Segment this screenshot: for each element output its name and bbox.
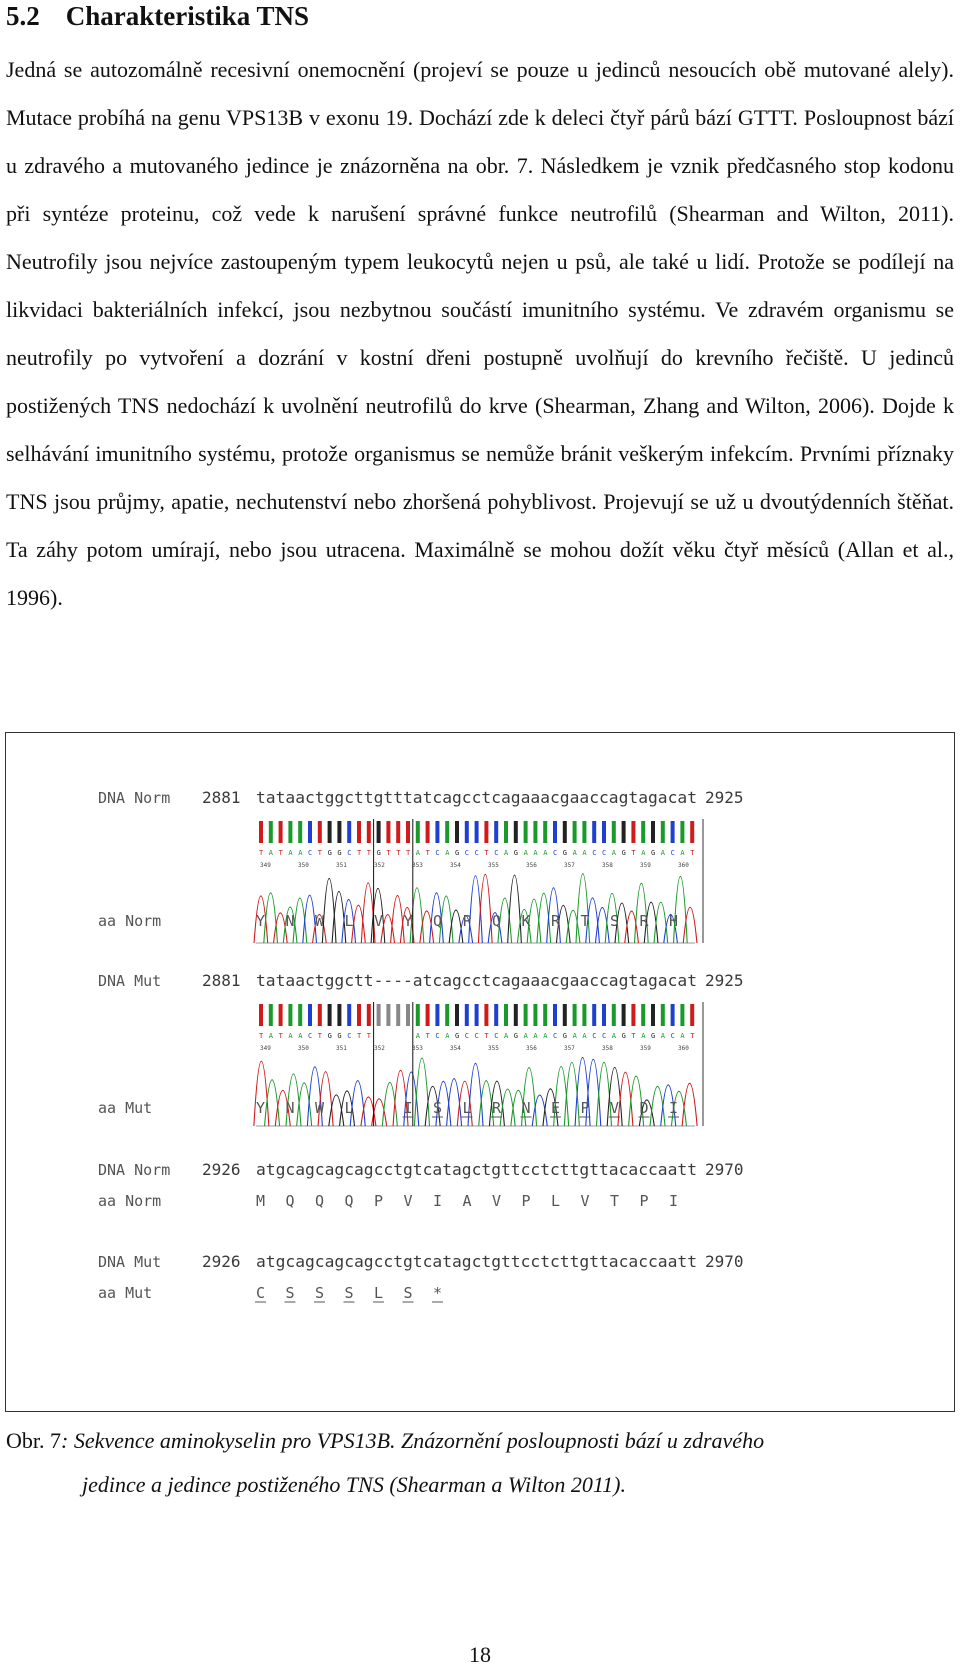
- mut-chromatogram-basecall-bar: [465, 1004, 469, 1026]
- norm-chromatogram-basecall-letter: A: [641, 849, 646, 857]
- norm-chromatogram-peak: [654, 902, 668, 943]
- mut-chromatogram-basecall-letter: A: [268, 1032, 274, 1040]
- norm-chromatogram-basecall-letter: A: [288, 849, 293, 857]
- mut-chromatogram-basecall-bar: [426, 1004, 430, 1026]
- amino-acid: I: [669, 1099, 679, 1117]
- mut-chromatogram-basecall-letter: C: [474, 1032, 479, 1040]
- norm-chromatogram-basecall-bar: [582, 821, 586, 843]
- mut-chromatogram-basecall-bar: [484, 1004, 488, 1026]
- mut-chromatogram-basecall-letter: C: [670, 1032, 675, 1040]
- norm-chromatogram-basecall-letter: A: [582, 849, 587, 857]
- mut-chromatogram-position-tick: 360: [678, 1045, 689, 1052]
- amino-acid: Q: [315, 1192, 325, 1210]
- mut-chromatogram-basecall-bar: [631, 1004, 635, 1026]
- mut-chromatogram-basecall-bar: [357, 1004, 361, 1026]
- mut-chromatogram-basecall-letter: A: [543, 1032, 548, 1040]
- amino-acid: Q: [492, 912, 502, 930]
- amino-acid: V: [403, 1192, 413, 1210]
- amino-acid: V: [610, 1099, 620, 1117]
- mut-chromatogram-basecall-bar: [377, 1004, 381, 1026]
- sequence-end-position: 2925: [705, 788, 744, 807]
- norm-chromatogram-basecall-letter: A: [572, 849, 577, 857]
- sequence-figure: [5, 732, 955, 1412]
- amino-acid: P: [639, 1192, 649, 1210]
- sequence-start-position: 2881: [202, 971, 241, 990]
- mut-chromatogram-basecall-bar: [573, 1004, 577, 1026]
- norm-chromatogram-basecall-letter: G: [337, 849, 342, 857]
- amino-acid: R: [551, 912, 561, 930]
- mut-chromatogram-basecall-letter: A: [660, 1032, 666, 1040]
- norm-chromatogram-basecall-bar: [367, 821, 371, 843]
- mut-chromatogram-basecall-letter: T: [317, 1032, 323, 1040]
- dna-sequence: tataactggcttgtttatcagcctcagaaacgaaccagtagacat: [256, 788, 697, 807]
- norm-chromatogram-peak: [508, 875, 522, 943]
- row-label: aa Norm: [98, 912, 162, 930]
- norm-chromatogram-basecall-letter: A: [523, 849, 528, 857]
- norm-chromatogram-basecall-letter: C: [474, 849, 479, 857]
- sequence-end-position: 2970: [705, 1160, 744, 1179]
- mut-chromatogram-position-tick: 356: [526, 1045, 537, 1052]
- mut-chromatogram-basecall-letter: C: [464, 1032, 470, 1040]
- amino-acid: I: [433, 1192, 443, 1210]
- mut-chromatogram-basecall-letter: C: [347, 1032, 352, 1040]
- norm-chromatogram-basecall-bar: [651, 821, 655, 843]
- norm-chromatogram-basecall-bar: [337, 821, 341, 843]
- norm-chromatogram-basecall-letter: C: [347, 849, 352, 857]
- mut-chromatogram-basecall-letter: A: [611, 1032, 617, 1040]
- row-label: DNA Mut: [98, 972, 162, 990]
- mut-chromatogram-basecall-bar: [494, 1004, 498, 1026]
- norm-chromatogram-basecall-bar: [622, 821, 626, 843]
- mut-chromatogram-basecall-bar: [622, 1004, 626, 1026]
- norm-chromatogram-basecall-letter: A: [415, 849, 421, 857]
- mut-chromatogram-basecall-letter: T: [278, 1032, 283, 1040]
- mut-chromatogram-peak: [414, 1058, 429, 1126]
- amino-acid: W: [315, 1099, 325, 1117]
- norm-chromatogram-basecall-letter: T: [631, 849, 636, 857]
- norm-chromatogram-basecall-bar: [357, 821, 361, 843]
- norm-chromatogram-basecall-letter: C: [553, 849, 558, 857]
- mut-chromatogram-basecall-letter: C: [435, 1032, 440, 1040]
- mut-chromatogram-basecall-letter: G: [455, 1032, 460, 1040]
- mut-chromatogram-basecall-bar: [455, 1004, 459, 1026]
- figure-caption: [6, 1419, 906, 1507]
- norm-chromatogram-basecall-letter: C: [308, 849, 313, 857]
- amino-acid: Q: [344, 1192, 354, 1210]
- mut-chromatogram-basecall-bar: [279, 1004, 283, 1026]
- mut-chromatogram-basecall-bar: [514, 1004, 518, 1026]
- amino-acid: N: [521, 1099, 531, 1117]
- mut-chromatogram-position-tick: 358: [602, 1045, 613, 1052]
- norm-chromatogram-basecall-bar: [602, 821, 606, 843]
- amino-acid: S: [344, 1284, 354, 1302]
- norm-chromatogram-basecall-bar: [592, 821, 596, 843]
- norm-chromatogram-basecall-bar: [435, 821, 439, 843]
- mut-chromatogram-basecall-bar: [563, 1004, 567, 1026]
- amino-acid: S: [285, 1284, 295, 1302]
- amino-acid: Q: [433, 912, 443, 930]
- page-number: 18: [469, 1642, 491, 1667]
- mut-chromatogram-basecall-bar: [602, 1004, 606, 1026]
- norm-chromatogram-position-tick: 357: [564, 862, 575, 869]
- norm-chromatogram-position-tick: 359: [640, 862, 651, 869]
- norm-chromatogram-basecall-bar: [386, 821, 390, 843]
- amino-acid: Y: [403, 912, 413, 930]
- row-label: DNA Norm: [98, 1161, 171, 1179]
- norm-chromatogram-position-tick: 350: [298, 862, 309, 869]
- amino-acid: C: [256, 1284, 266, 1302]
- mut-chromatogram-basecall-letter: A: [445, 1032, 450, 1040]
- mut-chromatogram-basecall-letter: T: [484, 1032, 489, 1040]
- mut-chromatogram-basecall-bar: [680, 1004, 684, 1026]
- mut-chromatogram-basecall-bar: [690, 1004, 694, 1026]
- mut-chromatogram-basecall-bar: [396, 1004, 400, 1026]
- norm-chromatogram-basecall-letter: T: [396, 849, 401, 857]
- row-label: aa Mut: [98, 1099, 153, 1117]
- mut-chromatogram-position-tick: 352: [374, 1045, 385, 1052]
- mut-chromatogram-basecall-letter: G: [651, 1032, 656, 1040]
- amino-acid: P: [374, 1192, 384, 1210]
- norm-chromatogram-peak: [391, 896, 405, 943]
- norm-chromatogram-basecall-letter: T: [366, 849, 372, 857]
- amino-acid: L: [462, 1099, 472, 1117]
- mut-chromatogram-basecall-bar: [288, 1004, 292, 1026]
- dna-sequence: tataactggctt----atcagcctcagaaacgaaccagtagacat: [256, 971, 697, 990]
- norm-chromatogram-basecall-bar: [573, 821, 577, 843]
- body-paragraph: Jedná se autozomálně recesivní onemocnění (projeví se pouze u jedinců nesoucích obě mutované alely). Mutace probíhá na genu VPS13B v exonu 19. Dochází zde k deleci čtyř párů bází GTTT. Posloupnost bází u zdravého a mutovaného jedince je znázorněna na obr. 7. Následkem je vznik předčasného stop kodonu při syntéze proteinu, což vede k narušení správné funkce neutrofilů (Shearman and Wilton, 2011). Neutrofily jsou nejvíce zastoupeným typem leukocytů nejen u psů, ale také u lidí. Protože se podílejí na likvidaci bakteriálních infekcí, jsou nezbytnou součástí imunitního systému. Ve zdravém organismu se neutrofily po vytvoření a dozrání v kostní dřeni postupně uvolňují do krevního řečiště. U jedinců postižených TNS nedochází k uvolnění neutrofilů do krve (Shearman, Zhang and Wilton, 2006). Dojde k selhávání imunitního systému, protože organismus se nemůže bránit veškerým infekcím. Prvními příznaky TNS jsou průjmy, apatie, nechutenství nebo zhoršená pohyblivost. Projevují se už u dvoutýdenních štěňat. Ta záhy potom umírají, nebo jsou utracena. Maximálně se mohou dožít věku čtyř měsíců (Allan et al., 1996).: [6, 57, 954, 610]
- mut-chromatogram-basecall-letter: G: [621, 1032, 626, 1040]
- norm-chromatogram-basecall-bar: [631, 821, 635, 843]
- norm-chromatogram-basecall-letter: A: [445, 849, 450, 857]
- dna-sequence: atgcagcagcagcctgtcatagctgttcctcttgttacaccaatt: [256, 1252, 697, 1271]
- norm-chromatogram-basecall-bar: [347, 821, 351, 843]
- mut-chromatogram-basecall-bar: [592, 1004, 596, 1026]
- mut-chromatogram-basecall-bar: [504, 1004, 508, 1026]
- mut-chromatogram-basecall-letter: A: [504, 1032, 509, 1040]
- norm-chromatogram-basecall-bar: [612, 821, 616, 843]
- mut-chromatogram-basecall-letter: T: [357, 1032, 362, 1040]
- mut-chromatogram-position-tick: 353: [412, 1045, 423, 1052]
- norm-chromatogram-basecall-bar: [690, 821, 694, 843]
- mut-chromatogram-position-tick: 355: [488, 1045, 499, 1052]
- amino-acid: W: [315, 912, 325, 930]
- norm-chromatogram-basecall-bar: [318, 821, 322, 843]
- amino-acid: T: [610, 1192, 620, 1210]
- norm-chromatogram-basecall-letter: T: [278, 849, 283, 857]
- norm-chromatogram-position-tick: 349: [260, 862, 271, 869]
- amino-acid: S: [403, 1284, 413, 1302]
- mut-chromatogram-basecall-letter: C: [602, 1032, 607, 1040]
- mut-chromatogram-basecall-bar: [298, 1004, 302, 1026]
- norm-chromatogram-basecall-bar: [465, 821, 469, 843]
- norm-chromatogram-basecall-bar: [514, 821, 518, 843]
- norm-chromatogram-basecall-bar: [426, 821, 430, 843]
- norm-chromatogram-basecall-bar: [484, 821, 488, 843]
- row-label: aa Mut: [98, 1284, 153, 1302]
- mut-chromatogram-basecall-bar: [435, 1004, 439, 1026]
- norm-chromatogram-basecall-letter: C: [435, 849, 440, 857]
- mut-chromatogram-basecall-bar: [543, 1004, 547, 1026]
- amino-acid: R: [492, 1099, 502, 1117]
- amino-acid: Y: [256, 1099, 266, 1117]
- norm-chromatogram-basecall-bar: [377, 821, 381, 843]
- norm-chromatogram-basecall-bar: [671, 821, 675, 843]
- norm-chromatogram-basecall-letter: C: [602, 849, 607, 857]
- norm-chromatogram-basecall-bar: [406, 821, 410, 843]
- norm-chromatogram-basecall-letter: C: [670, 849, 675, 857]
- mut-chromatogram-basecall-bar: [661, 1004, 665, 1026]
- row-label: DNA Norm: [98, 789, 171, 807]
- mut-chromatogram-basecall-letter: C: [553, 1032, 558, 1040]
- mut-chromatogram-basecall-letter: T: [690, 1032, 695, 1040]
- norm-chromatogram-basecall-bar: [445, 821, 449, 843]
- mut-chromatogram-basecall-bar: [475, 1004, 479, 1026]
- sequence-start-position: 2881: [202, 788, 241, 807]
- mut-chromatogram-basecall-bar: [671, 1004, 675, 1026]
- amino-acid: T: [580, 912, 590, 930]
- mut-chromatogram-basecall-bar: [328, 1004, 332, 1026]
- norm-chromatogram-basecall-letter: C: [494, 849, 499, 857]
- mut-chromatogram-basecall-letter: A: [415, 1032, 421, 1040]
- norm-chromatogram-basecall-letter: G: [513, 849, 519, 857]
- amino-acid: Q: [285, 1192, 295, 1210]
- chromatogram-figure: [6, 733, 954, 1411]
- mut-chromatogram-basecall-bar: [445, 1004, 449, 1026]
- mut-chromatogram-basecall-letter: A: [572, 1032, 577, 1040]
- norm-chromatogram-basecall-bar: [288, 821, 292, 843]
- norm-chromatogram-peak: [449, 910, 463, 943]
- norm-chromatogram-basecall-bar: [533, 821, 537, 843]
- mut-chromatogram-peak: [265, 1080, 280, 1126]
- mut-chromatogram-basecall-bar: [259, 1004, 263, 1026]
- norm-chromatogram-position-tick: 358: [602, 862, 613, 869]
- norm-chromatogram-basecall-letter: G: [376, 849, 381, 857]
- mut-chromatogram-position-tick: 354: [450, 1045, 461, 1052]
- amino-acid: A: [462, 1192, 472, 1210]
- norm-chromatogram-basecall-letter: A: [533, 849, 538, 857]
- norm-chromatogram-basecall-letter: C: [464, 849, 470, 857]
- norm-chromatogram-basecall-letter: A: [268, 849, 274, 857]
- mut-chromatogram-basecall-bar: [651, 1004, 655, 1026]
- norm-chromatogram-basecall-bar: [553, 821, 557, 843]
- norm-chromatogram-peak: [576, 874, 590, 943]
- norm-chromatogram-basecall-letter: T: [259, 849, 264, 857]
- section-heading: [6, 0, 309, 32]
- mut-chromatogram-peak: [682, 1083, 697, 1126]
- norm-chromatogram-basecall-bar: [269, 821, 273, 843]
- mut-chromatogram-basecall-bar: [269, 1004, 273, 1026]
- norm-chromatogram-basecall-bar: [475, 821, 479, 843]
- amino-acid: P: [521, 1192, 531, 1210]
- mut-chromatogram-basecall-letter: C: [592, 1032, 597, 1040]
- norm-chromatogram-basecall-letter: G: [455, 849, 460, 857]
- norm-chromatogram-basecall-letter: G: [621, 849, 626, 857]
- mut-chromatogram-basecall-bar: [524, 1004, 528, 1026]
- amino-acid: V: [492, 1192, 502, 1210]
- mut-chromatogram-basecall-letter: C: [308, 1032, 313, 1040]
- amino-acid: R: [639, 912, 649, 930]
- amino-acid: D: [639, 1099, 649, 1117]
- norm-chromatogram-basecall-bar: [563, 821, 567, 843]
- norm-chromatogram-basecall-letter: A: [660, 849, 666, 857]
- norm-chromatogram-basecall-letter: A: [298, 849, 303, 857]
- norm-chromatogram-peak: [478, 874, 492, 943]
- mut-chromatogram-position-tick: 351: [336, 1045, 347, 1052]
- section-number: 5.2: [6, 1, 40, 31]
- row-label: DNA Mut: [98, 1253, 162, 1271]
- norm-chromatogram-basecall-letter: T: [690, 849, 695, 857]
- amino-acid: L: [344, 1099, 354, 1117]
- norm-chromatogram-basecall-letter: T: [386, 849, 391, 857]
- norm-chromatogram-basecall-bar: [680, 821, 684, 843]
- mut-chromatogram-basecall-letter: A: [533, 1032, 538, 1040]
- mut-chromatogram-basecall-letter: A: [641, 1032, 646, 1040]
- norm-chromatogram-basecall-bar: [524, 821, 528, 843]
- sequence-end-position: 2925: [705, 971, 744, 990]
- mut-chromatogram-basecall-bar: [386, 1004, 390, 1026]
- norm-chromatogram-peak: [322, 878, 336, 943]
- amino-acid: S: [315, 1284, 325, 1302]
- norm-chromatogram-basecall-bar: [298, 821, 302, 843]
- row-label: aa Norm: [98, 1192, 162, 1210]
- dna-sequence: atgcagcagcagcctgtcatagctgttcctcttgttacaccaatt: [256, 1160, 697, 1179]
- mut-chromatogram-basecall-letter: A: [288, 1032, 293, 1040]
- norm-chromatogram-basecall-bar: [455, 821, 459, 843]
- norm-chromatogram-basecall-letter: T: [406, 849, 411, 857]
- amino-acid: N: [285, 912, 295, 930]
- mut-chromatogram-basecall-letter: T: [259, 1032, 264, 1040]
- amino-acid: P: [580, 1099, 590, 1117]
- caption-line-1: : Sekvence aminokyselin pro VPS13B. Znázornění posloupnosti bází u zdravého: [61, 1428, 765, 1453]
- mut-chromatogram-basecall-letter: G: [562, 1032, 568, 1040]
- amino-acid: S: [433, 1099, 443, 1117]
- amino-acid: *: [433, 1284, 443, 1302]
- mut-chromatogram-basecall-letter: A: [582, 1032, 587, 1040]
- mut-chromatogram-basecall-bar: [641, 1004, 645, 1026]
- norm-chromatogram-peak: [264, 893, 278, 943]
- norm-chromatogram-basecall-bar: [279, 821, 283, 843]
- norm-chromatogram-basecall-bar: [661, 821, 665, 843]
- amino-acid: E: [551, 1099, 561, 1117]
- norm-chromatogram-basecall-bar: [308, 821, 312, 843]
- amino-acid: L: [374, 1284, 384, 1302]
- norm-chromatogram-basecall-letter: G: [327, 849, 332, 857]
- mut-chromatogram-basecall-letter: T: [366, 1032, 372, 1040]
- amino-acid: V: [374, 912, 384, 930]
- amino-acid: I: [669, 1192, 679, 1210]
- mut-chromatogram-basecall-letter: G: [513, 1032, 519, 1040]
- norm-chromatogram-basecall-letter: C: [592, 849, 597, 857]
- caption-label: Obr. 7: [6, 1428, 61, 1453]
- amino-acid: Y: [256, 912, 266, 930]
- norm-chromatogram-basecall-letter: A: [543, 849, 548, 857]
- mut-chromatogram-position-tick: 349: [260, 1045, 271, 1052]
- amino-acid: P: [462, 912, 472, 930]
- norm-chromatogram-basecall-letter: T: [317, 849, 323, 857]
- norm-chromatogram-basecall-letter: A: [611, 849, 617, 857]
- norm-chromatogram-basecall-letter: T: [425, 849, 430, 857]
- mut-chromatogram-basecall-letter: A: [680, 1032, 685, 1040]
- mut-chromatogram-basecall-letter: A: [523, 1032, 528, 1040]
- section-title: Charakteristika TNS: [65, 1, 310, 31]
- amino-acid: S: [610, 912, 620, 930]
- mut-chromatogram-basecall-bar: [318, 1004, 322, 1026]
- norm-chromatogram-position-tick: 356: [526, 862, 537, 869]
- mut-chromatogram-position-tick: 350: [298, 1045, 309, 1052]
- mut-chromatogram-basecall-bar: [612, 1004, 616, 1026]
- amino-acid: K: [521, 912, 531, 930]
- mut-chromatogram-basecall-letter: T: [425, 1032, 430, 1040]
- amino-acid: L: [344, 912, 354, 930]
- norm-chromatogram-basecall-letter: A: [680, 849, 685, 857]
- norm-chromatogram-basecall-bar: [396, 821, 400, 843]
- mut-chromatogram-basecall-letter: G: [337, 1032, 342, 1040]
- norm-chromatogram-basecall-letter: T: [357, 849, 362, 857]
- norm-chromatogram-basecall-letter: G: [562, 849, 568, 857]
- mut-chromatogram-basecall-bar: [416, 1004, 420, 1026]
- norm-chromatogram-basecall-letter: A: [504, 849, 509, 857]
- mut-chromatogram-basecall-bar: [406, 1004, 410, 1026]
- mut-chromatogram-basecall-bar: [308, 1004, 312, 1026]
- mut-chromatogram-basecall-letter: G: [327, 1032, 332, 1040]
- sequence-end-position: 2970: [705, 1252, 744, 1271]
- mut-chromatogram-basecall-bar: [347, 1004, 351, 1026]
- amino-acid: M: [256, 1192, 266, 1210]
- norm-chromatogram-basecall-bar: [259, 821, 263, 843]
- mut-chromatogram-basecall-bar: [553, 1004, 557, 1026]
- amino-acid: H: [669, 912, 679, 930]
- mut-chromatogram-position-tick: 359: [640, 1045, 651, 1052]
- norm-chromatogram-basecall-bar: [328, 821, 332, 843]
- mut-chromatogram-basecall-letter: A: [298, 1032, 303, 1040]
- norm-chromatogram-basecall-bar: [641, 821, 645, 843]
- mut-chromatogram-basecall-bar: [533, 1004, 537, 1026]
- mut-chromatogram-basecall-bar: [337, 1004, 341, 1026]
- amino-acid: V: [580, 1192, 590, 1210]
- mut-chromatogram-position-tick: 357: [564, 1045, 575, 1052]
- caption-line-2: jedince a jedince postiženého TNS (Shearman a Wilton 2011).: [82, 1472, 627, 1497]
- norm-chromatogram-basecall-bar: [504, 821, 508, 843]
- norm-chromatogram-basecall-letter: T: [484, 849, 489, 857]
- norm-chromatogram-position-tick: 355: [488, 862, 499, 869]
- norm-chromatogram-basecall-bar: [416, 821, 420, 843]
- sequence-start-position: 2926: [202, 1252, 241, 1271]
- sequence-start-position: 2926: [202, 1160, 241, 1179]
- norm-chromatogram-basecall-letter: G: [651, 849, 656, 857]
- amino-acid: I: [403, 1099, 413, 1117]
- mut-chromatogram-basecall-letter: C: [494, 1032, 499, 1040]
- mut-chromatogram-basecall-bar: [367, 1004, 371, 1026]
- mut-chromatogram-basecall-letter: T: [631, 1032, 636, 1040]
- norm-chromatogram-position-tick: 353: [412, 862, 423, 869]
- norm-chromatogram-position-tick: 360: [678, 862, 689, 869]
- mut-chromatogram-basecall-bar: [582, 1004, 586, 1026]
- norm-chromatogram-basecall-bar: [494, 821, 498, 843]
- amino-acid: L: [551, 1192, 561, 1210]
- amino-acid: N: [285, 1099, 295, 1117]
- norm-chromatogram-basecall-bar: [543, 821, 547, 843]
- norm-chromatogram-position-tick: 354: [450, 862, 461, 869]
- norm-chromatogram-position-tick: 352: [374, 862, 385, 869]
- norm-chromatogram-position-tick: 351: [336, 862, 347, 869]
